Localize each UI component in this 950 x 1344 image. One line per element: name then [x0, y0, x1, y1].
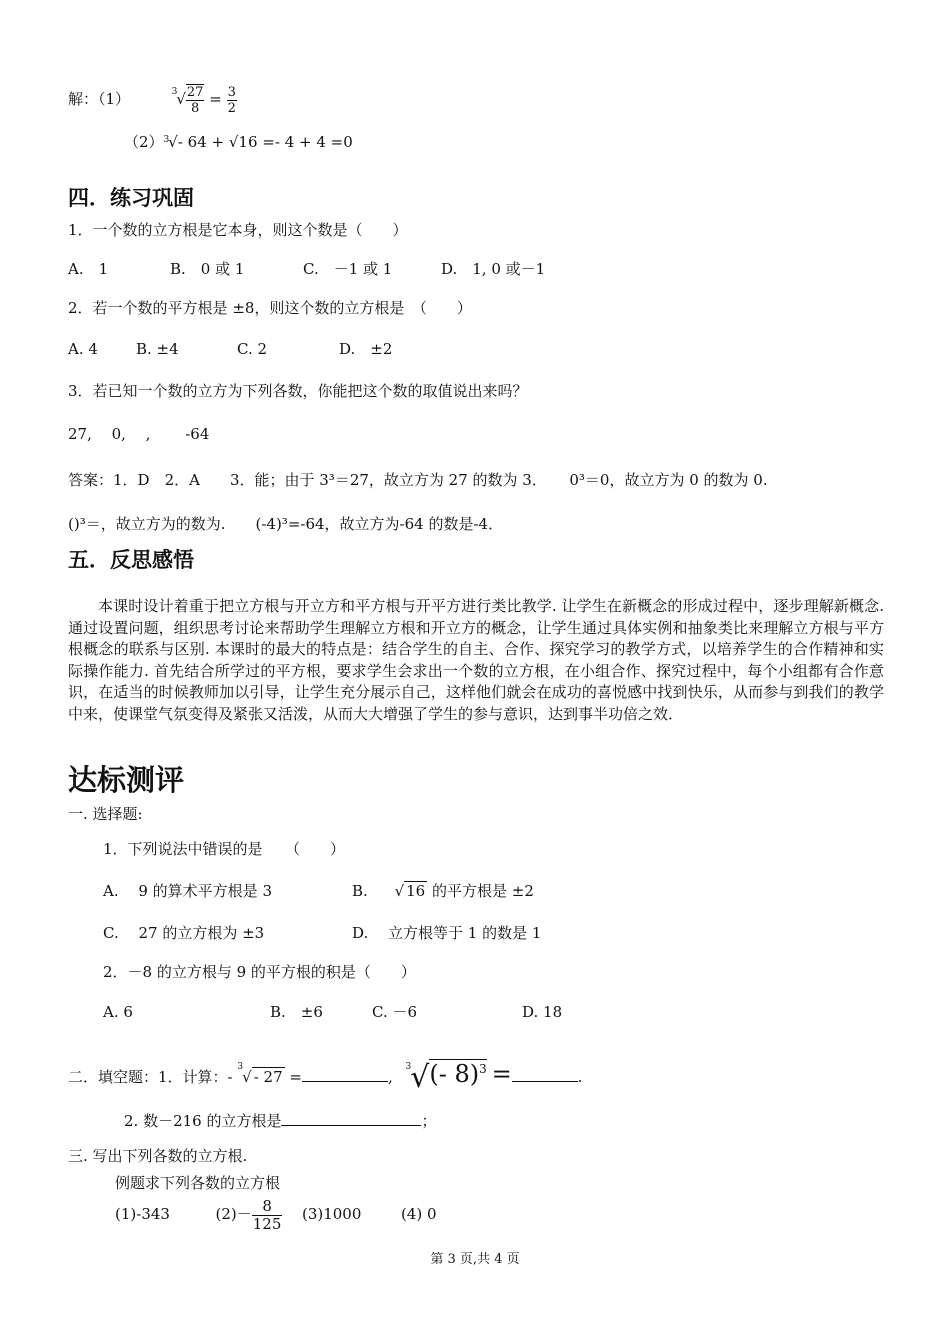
example-2-numerator: 8 [252, 1198, 283, 1216]
s4-answer-line-2: ()³＝，故立方为的数为. (-4)³=-64，故立方为-64 的数是-4． [68, 515, 504, 533]
assessment-q2-option-c: C. －6 [372, 1003, 418, 1021]
fill-in-equals-1: = [289, 1068, 302, 1086]
assessment-q2-option-a: A. 6 [103, 1003, 133, 1021]
solution-line-1 [68, 84, 237, 116]
section5-heading: 五．反思感悟 [68, 548, 194, 572]
assessment-part1: 一. 选择题: [68, 805, 143, 823]
s4-q3-values: 27, 0, , -64 [68, 425, 210, 443]
answer-blank-3[interactable] [281, 1125, 421, 1126]
assessment-q1-option-a: A. 9 的算术平方根是 3 [103, 882, 272, 900]
fill-in-question-1: 二．填空题：1．计算：- $^3$√ - 27 = , $^3$√(- 8)$^3$ = . [68, 1060, 583, 1095]
page-footer: 第 3 页,共 4 页 [430, 1252, 520, 1267]
assessment-q1-option-c: C. 27 的立方根为 ±3 [103, 924, 265, 942]
cube-root-expression: $^3$√ $\frac{27}{8}$ [171, 85, 204, 116]
equals-sign: = [209, 90, 222, 108]
option-b-text: 的平方根是 ±2 [432, 882, 534, 900]
assessment-heading: 达标测评 [68, 763, 185, 797]
fill-in-q2-text: 2. 数－216 的立方根是 [124, 1112, 282, 1130]
example-item-1: (1)-343 [115, 1205, 170, 1223]
fill-in-radicand-1: - 27 [253, 1068, 283, 1086]
assessment-part3: 三. 写出下列各数的立方根. [68, 1147, 248, 1165]
assessment-question-1: 1．下列说法中错误的是 （ ） [103, 840, 346, 858]
big-radicand-text: (- 8) [429, 1060, 480, 1088]
option-b-letter: B. [352, 882, 368, 900]
s4-q2-option-a: A. 4 [68, 340, 98, 358]
s4-question-1: 1．一个数的立方根是它本身，则这个数是（ ） [68, 221, 408, 239]
option-b-radicand: 16 [406, 882, 426, 900]
example-item-3: (3)1000 [301, 1205, 362, 1223]
example-item-2-prefix: (2)－ [215, 1205, 252, 1223]
s4-q2-option-b: B. ±4 [136, 340, 179, 358]
fill-in-equals-2: = [491, 1060, 512, 1088]
reflection-paragraph: 本课时设计着重于把立方根与开立方和平方根与开平方进行类比教学. 让学生在新概念的形成过程中，逐步理解新概念. 通过设置问题，组织思考讨论来帮助学生理解立方根和开立方的概念，让学生通过具体实例和抽象类比来理解立方根与平方根概念的联系与区别. 本课时的最大的特点是：结合学生的自主、合作、探究学习的教学方式，以培养学生的合作精神和实际操作能力. 首先结合所学过的平方根，要求学生会求出一个数的立方根，在小组合作、探究过程中，每个小组都有合作意识，在适当的时候教师加以引导，让学生充分展示自己，这样他们就会在成功的喜悦感中找到快乐，从而参与到我们的教学中来，使课堂气氛变得及紧张又活泼，从而大大增强了学生的参与意识，达到事半功倍之效． [68, 597, 884, 723]
s4-q1-option-c: C. －1 或 1 [303, 260, 393, 278]
example-item-2-fraction [252, 1198, 283, 1233]
result-denominator: 2 [227, 100, 236, 116]
example-items [115, 1196, 437, 1233]
s4-answer-line-1: 答案：1．D 2．A 3．能；由于 3³＝27，故立方为 27 的数为 3． 0³＝0，故立方为 0 的数为 0. [68, 471, 768, 489]
example-item-4: (4) 0 [400, 1205, 437, 1223]
fill-in-question-2: 2. 数－216 的立方根是 ； [124, 1112, 437, 1130]
s4-q2-option-c: C. 2 [237, 340, 268, 358]
assessment-question-2: 2．－8 的立方根与 9 的平方根的积是（ ） [103, 963, 416, 981]
s4-q1-option-b: B. 0 或 1 [170, 260, 245, 278]
solution-eq2: - 64 + √16 =- 4 + 4 =0 [177, 133, 353, 151]
fill-in-label: 二．填空题：1．计算：- [68, 1068, 233, 1086]
example-title: 例题求下列各数的立方根 [115, 1174, 281, 1192]
result-fraction [227, 85, 237, 116]
section4-heading: 四．练习巩固 [68, 186, 194, 210]
radicand-numerator: 27 [186, 85, 204, 100]
solution-label: 解：（1） [68, 90, 131, 108]
solution-label-2: （2） [124, 133, 164, 151]
example-2-denominator: 125 [252, 1214, 282, 1233]
s4-q1-option-d: D. 1, 0 或－1 [441, 260, 546, 278]
result-numerator: 3 [227, 84, 236, 100]
assessment-q1-option-d: D. 立方根等于 1 的数是 1 [352, 924, 542, 942]
assessment-q2-option-d: D. 18 [522, 1003, 563, 1021]
radicand-denominator: 8 [191, 101, 200, 116]
assessment-q2-option-b: B. ±6 [270, 1003, 323, 1021]
big-radicand-exponent: 3 [479, 1062, 487, 1076]
s4-q1-option-a: A. 1 [68, 260, 109, 278]
solution-line-2: $(2)^3√-$ 64 + √16 =- 4 + 4 =0 [124, 133, 353, 151]
assessment-q1-option-b: B. √ 16 的平方根是 ±2 [352, 882, 534, 900]
fill-in-big-radicand [429, 1059, 486, 1088]
answer-blank-2[interactable] [512, 1081, 578, 1082]
answer-blank-1[interactable] [302, 1081, 388, 1082]
s4-question-2: 2．若一个数的平方根是 ±8，则这个数的立方根是 （ ） [68, 299, 472, 317]
s4-question-3: 3．若已知一个数的立方为下列各数，你能把这个数的取值说出来吗？ [68, 382, 528, 400]
s4-q2-option-d: D. ±2 [339, 340, 393, 358]
